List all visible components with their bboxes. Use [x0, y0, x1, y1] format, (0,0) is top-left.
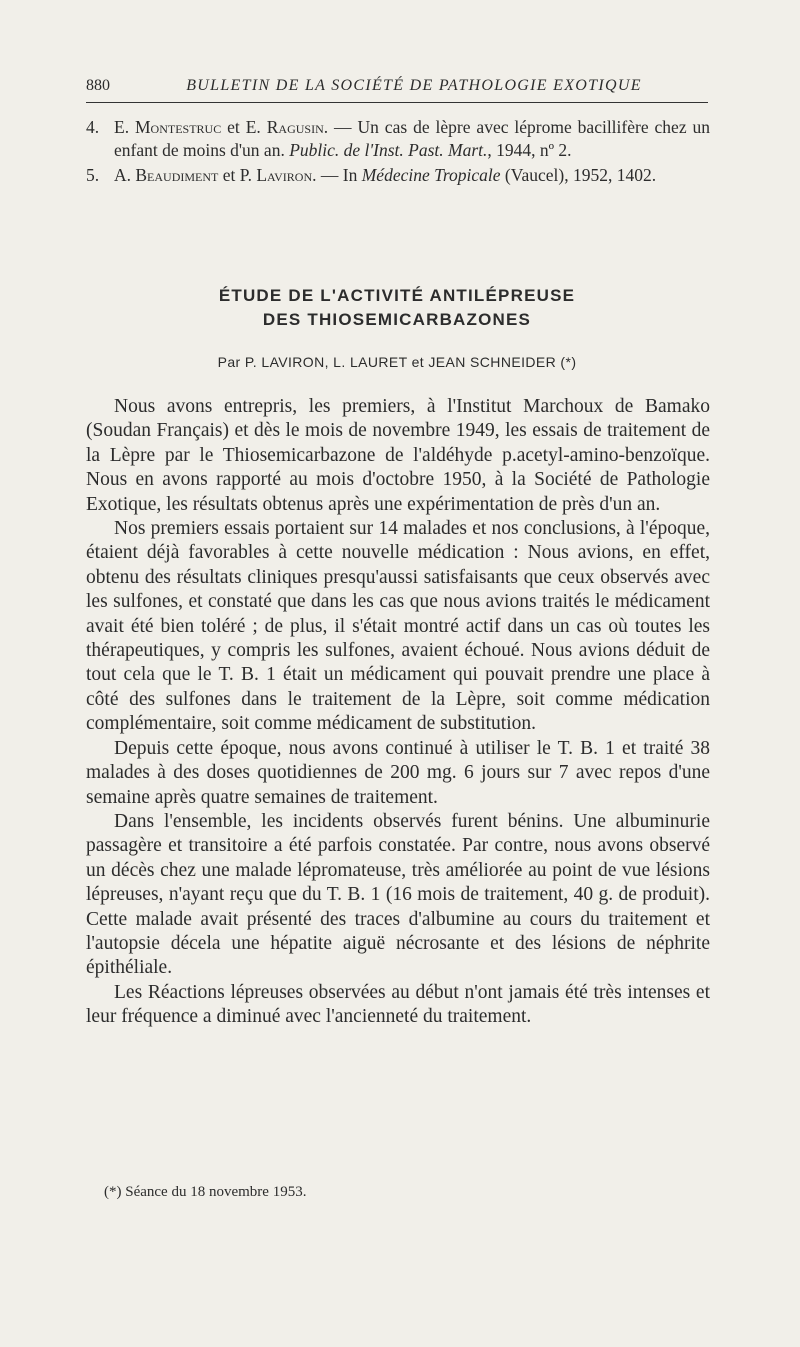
reference-journal: Public. de l'Inst. Past. Mart.	[289, 140, 488, 160]
reference-list	[86, 116, 710, 189]
reference-author: P. Laviron.	[239, 165, 317, 185]
body-paragraph: Depuis cette époque, nous avons continué à utiliser le T. B. 1 et traité 38 malades à des doses quotidiennes de 200 mg. 6 jours sur 7 avec repos d'une semaine après quatre semaines de traitement.	[86, 737, 710, 808]
body-paragraph: Les Réactions lépreuses observées au début n'ont jamais été très intenses et leur fréquence a diminué avec l'ancienneté du traitement.	[86, 981, 710, 1028]
article-title-line: DES THIOSEMICARBAZONES	[262, 310, 532, 329]
reference-author: E. Montestruc	[114, 117, 222, 137]
reference-author: E. Ragusin.	[245, 117, 329, 137]
reference-body	[114, 116, 710, 162]
reference-journal: Médecine Tropicale	[361, 165, 501, 185]
reference-conjunction: et	[221, 117, 246, 137]
reference-tail: (Vaucel), 1952, 1402.	[500, 165, 657, 185]
body-paragraph: Nos premiers essais portaient sur 14 malades et nos conclusions, à l'époque, étaient déjà favorables à cette nouvelle médication : Nous avions, en effet, obtenu des résultats cliniques presqu'aussi satisfaisants que ceux observés avec les sulfones, et constaté que dans les cas que nous avions traités le médicament avait été bien toléré ; de plus, il s'était montré actif dans un cas où toutes les thérapeutiques, y compris les sulfones, avaient échoué. Nous avions déduit de tout cela que le T. B. 1 était un médicament qui pouvait prendre une place à côté des sulfones dans le traitement de la Lèpre, soit comme médication complémentaire, soit comme médicament de substitution.	[86, 518, 710, 735]
footnote: (*) Séance du 18 novembre 1953.	[104, 1184, 307, 1200]
reference-tail: , 1944, nº 2.	[487, 140, 572, 160]
page-number: 880	[86, 77, 110, 94]
reference-number: 5.	[86, 165, 100, 185]
article-title-line: ÉTUDE DE L'ACTIVITÉ ANTILÉPREUSE	[218, 286, 576, 305]
running-title: BULLETIN DE LA SOCIÉTÉ DE PATHOLOGIE EXOTIQUE	[186, 77, 642, 94]
article-byline: Par P. LAVIRON, L. LAURET et JEAN SCHNEIDER (*)	[217, 354, 577, 370]
reference-item	[86, 164, 710, 187]
reference-text: — In	[316, 165, 362, 185]
reference-body	[114, 164, 710, 187]
reference-item	[86, 116, 710, 162]
reference-conjunction: et	[218, 165, 240, 185]
reference-text: — Un cas de lèpre avec lépromе bacillifère chez un enfant de moins d'un an.	[114, 117, 711, 160]
header-rule	[86, 102, 708, 103]
body-paragraph: Dans l'ensemble, les incidents observés furent bénins. Une albuminurie passagère et transitoire a été parfois constatée. Par contre, nous avons observé un décès chez une malade lépromateuse, très améliorée au point de vue lésions lépreuses, n'ayant reçu que du T. B. 1 (16 mois de traitement, 40 g. de produit). Cette malade avait présenté des traces d'albumine au cours du traitement et l'autopsie décela une hépatite aiguë nécrosante et des lésions de néphrite épithéliale.	[86, 810, 710, 979]
reference-number: 4.	[86, 117, 100, 137]
article-title	[86, 284, 708, 332]
article-body	[86, 395, 710, 1030]
reference-author: A. Beaudiment	[114, 165, 219, 185]
body-paragraph: Nous avons entrepris, les premiers, à l'Institut Marchoux de Bamako (Soudan Français) et dès le mois de novembre 1949, les essais de traitement de la Lèpre par le Thiosemicarbazone de l'aldéhyde p.acetyl-amino-benzoïque. Nous en avons rapporté au mois d'octobre 1950, à la Société de Pathologie Exotique, les résultats obtenus après une expérimentation de près d'un an.	[86, 396, 710, 515]
